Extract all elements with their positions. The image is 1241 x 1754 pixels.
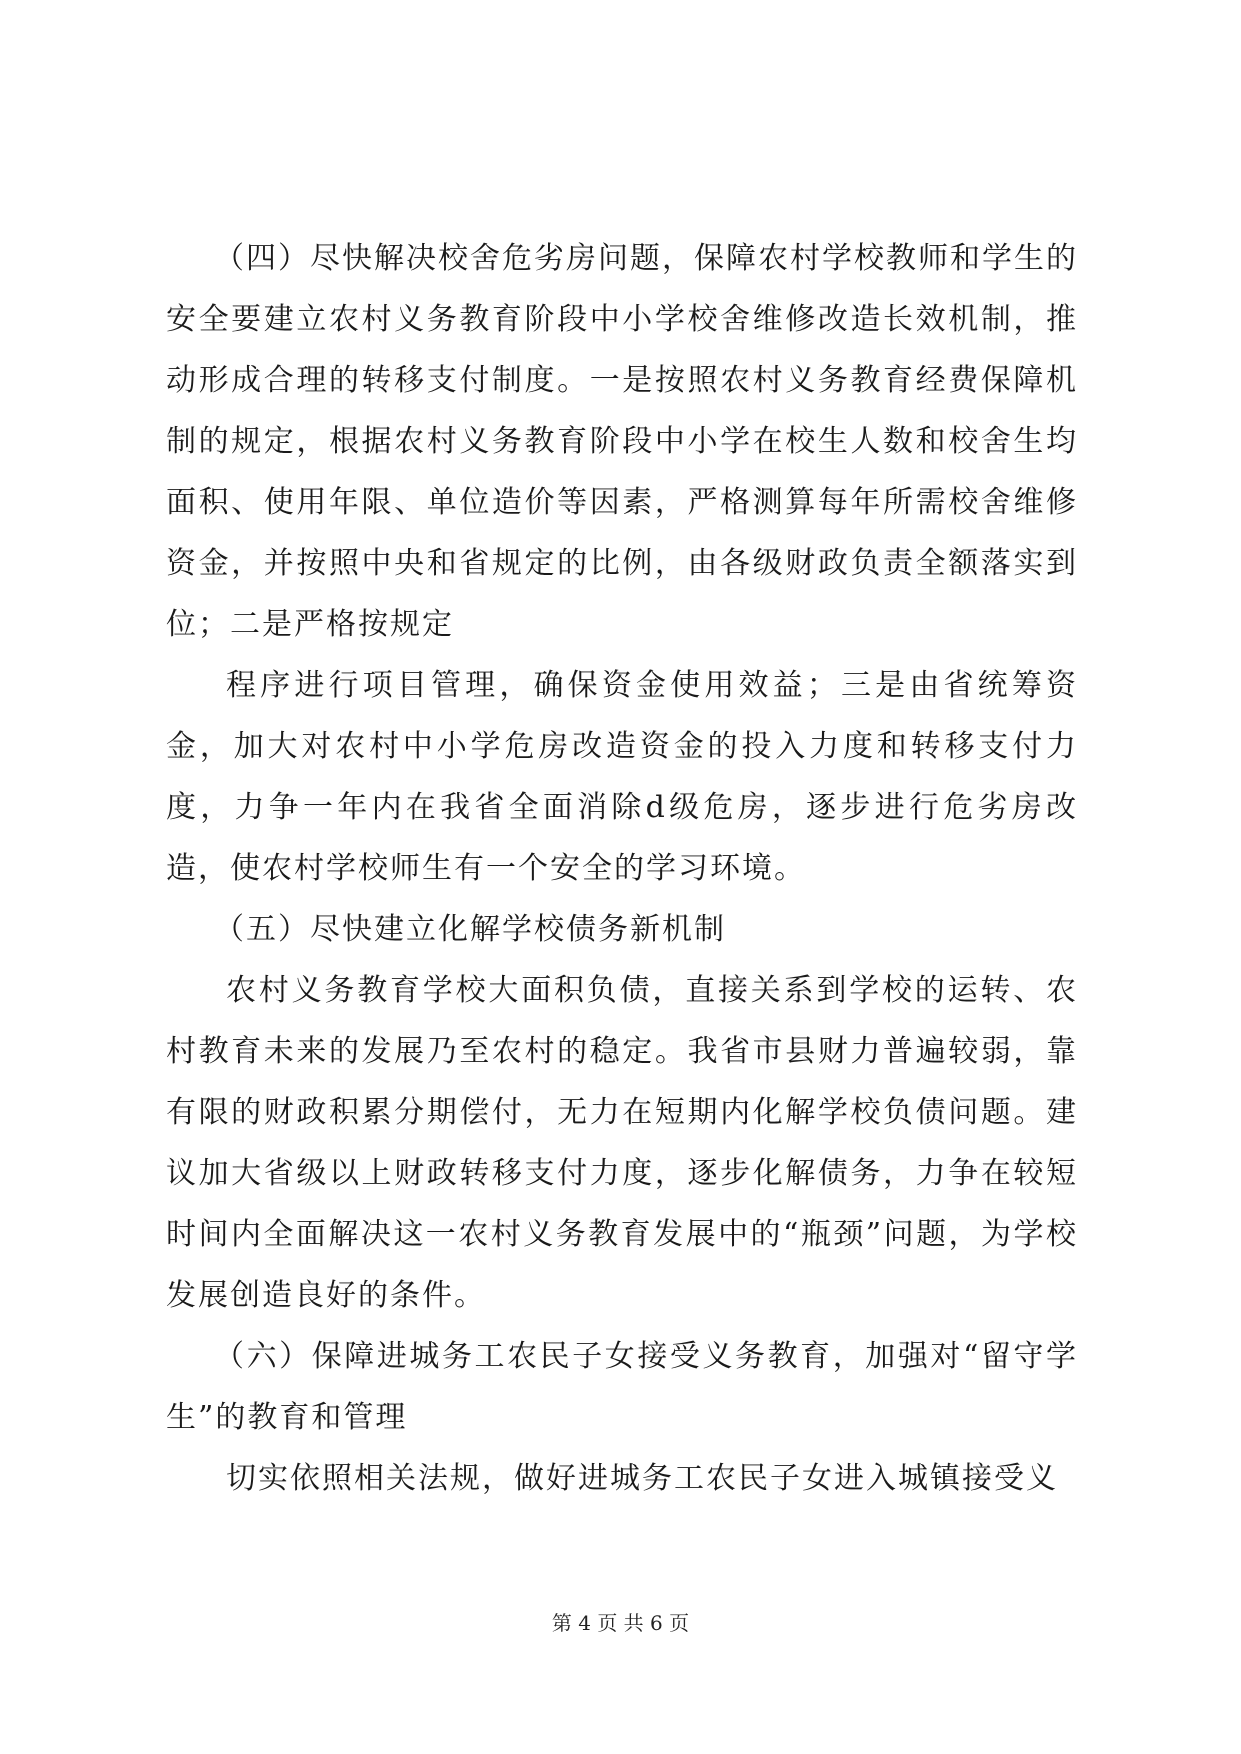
section-four-continuation-paragraph: 程序进行项目管理，确保资金使用效益；三是由省统筹资金，加大对农村中小学危房改造资金的投入力度和转移支付力度，力争一年内在我省全面消除d级危房，逐步进行危劣房改造，使农村学校师生有一个安全的学习环境。 [166,668,1078,886]
section-six-heading: （六）保障进城务工农民子女接受义务教育，加强对“留守学生”的教育和管理 [166,1339,1078,1435]
section-four-paragraph: （四）尽快解决校舍危劣房问题，保障农村学校教师和学生的安全要建立农村义务教育阶段中小学校舍维修改造长效机制，推动形成合理的转移支付制度。一是按照农村义务教育经费保障机制的规定，根据农村义务教育阶段中小学在校生人数和校舍生均面积、使用年限、单位造价等因素，严格测算每年所需校舍维修资金，并按照中央和省规定的比例，由各级财政负责全额落实到位；二是严格按规定 [166,241,1078,642]
section-six-paragraph: 切实依照相关法规，做好进城务工农民子女进入城镇接受义 [226,1461,1058,1496]
section-five-heading: （五）尽快建立化解学校债务新机制 [214,912,726,947]
page-footer: 第 4 页 共 6 页 [551,1611,690,1635]
section-five-paragraph: 农村义务教育学校大面积负债，直接关系到学校的运转、农村教育未来的发展乃至农村的稳定。我省市县财力普遍较弱，靠有限的财政积累分期偿付，无力在短期内化解学校负债问题。建议加大省级以上财政转移支付力度，逐步化解债务，力争在较短时间内全面解决这一农村义务教育发展中的“瓶颈”问题，为学校发展创造良好的条件。 [166,973,1078,1313]
document-body [166,228,1078,1509]
